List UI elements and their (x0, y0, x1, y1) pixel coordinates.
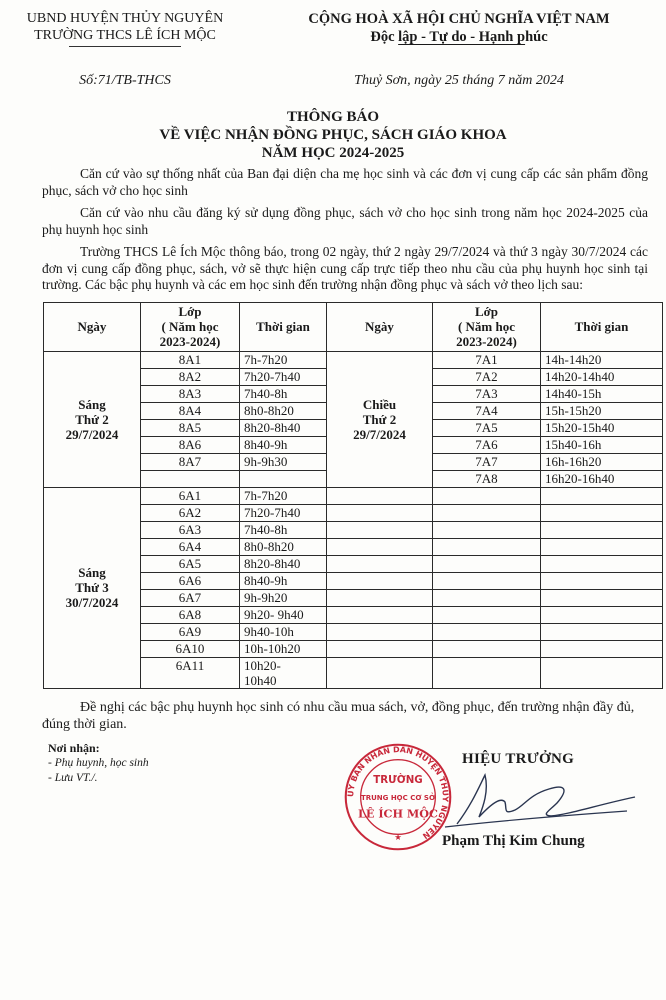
time-line: 10h40 (244, 672, 277, 688)
class-cell: 8A6 (141, 436, 240, 453)
class-cell: 7A5 (433, 419, 541, 436)
header-day-2: Ngày (327, 302, 433, 351)
time-line: 10h20- (244, 657, 281, 673)
header-class-line: Lớp (474, 304, 499, 319)
header-class-line: 2023-2024) (456, 334, 517, 349)
paragraph-3-text: Trường THCS Lê Ích Mộc thông báo, trong 02 ngày, thứ 2 ngày 29/7/2024 và thứ 3 ngày 30/7/2024 các đơn vị cung cấp đồng phục, sách, vở sẽ thực hiện cung cấp trực tiếp theo nhu cầu của phụ huynh học sinh tại trường. Các bậc phụ huynh và các em học sinh đến trường nhận đồng phục và sách vở theo lịch sau: (42, 244, 648, 292)
header-day: Ngày (44, 302, 141, 351)
day-label-line: 30/7/2024 (65, 595, 119, 610)
closing-text: Đề nghị các bậc phụ huynh học sinh có nhu cầu mua sách, vở, đồng phục, đến trường nhận đầy đủ, đúng thời gian. (42, 699, 635, 732)
class-cell: 6A1 (141, 487, 240, 504)
class-cell: 8A7 (141, 453, 240, 470)
agency-school: TRƯỜNG THCS LÊ ÍCH MỘC (34, 28, 216, 43)
header-class-line: 2023-2024) (159, 334, 221, 349)
empty-cell (433, 538, 541, 555)
class-cell: 7A7 (433, 453, 541, 470)
empty-cell (541, 589, 663, 606)
header-class-line: ( Năm học (161, 319, 219, 334)
title-line2: VỀ VIỆC NHẬN ĐỒNG PHỤC, SÁCH GIÁO KHOA (159, 127, 507, 143)
empty-cell (327, 538, 433, 555)
day-label-line: Thứ 3 (75, 580, 109, 595)
time-cell: 7h-7h20 (240, 487, 327, 504)
empty-cell (541, 521, 663, 538)
header-time-2: Thời gian (541, 302, 663, 351)
empty-cell (433, 640, 541, 657)
class-cell: 7A2 (433, 368, 541, 385)
time-cell: 10h-10h20 (240, 640, 327, 657)
empty-cell (433, 504, 541, 521)
day-cell-morning-mon (44, 351, 141, 487)
motto-prefix: Độc (370, 29, 399, 45)
issuing-agency (0, 10, 250, 47)
recipient-item: - Phụ huynh, học sinh (48, 756, 149, 769)
title-line1: THÔNG BÁO (286, 109, 380, 125)
time-cell: 14h20-14h40 (541, 368, 663, 385)
recipients-label: Nơi nhận: (48, 740, 100, 755)
time-cell: 8h20-8h40 (240, 555, 327, 572)
empty-cell (327, 623, 433, 640)
stamp-star-icon: ★ (394, 832, 402, 842)
signature-block (42, 741, 648, 861)
empty-cell (327, 657, 433, 688)
document-number: Số:71/TB-THCS (79, 73, 171, 88)
empty-cell (327, 521, 433, 538)
time-cell: 14h40-15h (541, 385, 663, 402)
time-cell: 7h40-8h (240, 521, 327, 538)
agency-underline (69, 46, 181, 47)
empty-cell (327, 572, 433, 589)
day-label-line: Chiều (362, 396, 397, 412)
class-cell: 8A4 (141, 402, 240, 419)
class-cell: 6A3 (141, 521, 240, 538)
stamp-line1: TRƯỜNG (373, 773, 423, 786)
time-cell: 16h20-16h40 (541, 470, 663, 487)
header-class-line: Lớp (178, 304, 202, 319)
empty-cell (541, 487, 663, 504)
time-cell: 8h0-8h20 (240, 538, 327, 555)
class-cell: 8A5 (141, 419, 240, 436)
time-cell: 14h-14h20 (541, 351, 663, 368)
time-cell: 8h0-8h20 (240, 402, 327, 419)
empty-cell (433, 572, 541, 589)
header-class (141, 302, 240, 351)
time-cell (240, 470, 327, 487)
day-label-line: Thứ 2 (362, 411, 397, 427)
header-time: Thời gian (240, 302, 327, 351)
signer-title: HIỆU TRƯỞNG (462, 750, 575, 767)
agency-district: UBND HUYỆN THỦY NGUYÊN (26, 11, 224, 26)
class-cell: 7A3 (433, 385, 541, 402)
empty-cell (433, 555, 541, 572)
class-cell: 6A5 (141, 555, 240, 572)
empty-cell (327, 606, 433, 623)
class-cell: 6A10 (141, 640, 240, 657)
time-cell: 15h20-15h40 (541, 419, 663, 436)
class-cell: 8A1 (141, 351, 240, 368)
class-cell: 6A4 (141, 538, 240, 555)
time-cell: 8h40-9h (240, 436, 327, 453)
nation-name: CỘNG HOÀ XÃ HỘI CHỦ NGHĨA VIỆT NAM (308, 11, 610, 27)
empty-cell (327, 504, 433, 521)
stamp-line2: TRUNG HỌC CƠ SỞ (360, 793, 436, 802)
header-class-2 (433, 302, 541, 351)
day-label-line: Thứ 2 (75, 411, 109, 427)
empty-cell (541, 504, 663, 521)
header-class-line: ( Năm học (457, 319, 516, 334)
time-cell: 7h40-8h (240, 385, 327, 402)
day-cell-morning-tue (44, 487, 141, 688)
class-cell: 6A6 (141, 572, 240, 589)
class-cell: 8A2 (141, 368, 240, 385)
class-cell: 6A11 (141, 657, 240, 688)
time-cell: 7h20-7h40 (240, 504, 327, 521)
time-cell: 7h-7h20 (240, 351, 327, 368)
national-header (252, 10, 666, 46)
time-cell: 7h20-7h40 (240, 368, 327, 385)
table-row (44, 351, 663, 368)
time-cell (240, 657, 327, 688)
day-label-line: Sáng (78, 396, 106, 412)
class-cell: 7A1 (433, 351, 541, 368)
empty-cell (541, 555, 663, 572)
document-title (0, 108, 666, 162)
schedule-table (43, 302, 663, 689)
table-header-row (44, 302, 663, 351)
signature-icon (437, 769, 637, 829)
empty-cell (541, 572, 663, 589)
day-label-line: Sáng (78, 565, 106, 580)
empty-cell (327, 640, 433, 657)
empty-cell (433, 657, 541, 688)
empty-cell (433, 487, 541, 504)
empty-cell (327, 589, 433, 606)
time-cell: 15h-15h20 (541, 402, 663, 419)
empty-cell (433, 589, 541, 606)
time-cell: 15h40-16h (541, 436, 663, 453)
title-line3: NĂM HỌC 2024-2025 (261, 145, 405, 161)
paragraph-2 (42, 205, 648, 238)
class-cell: 6A2 (141, 504, 240, 521)
class-cell: 8A3 (141, 385, 240, 402)
stamp-ring-text: UỶ BAN NHÂN DÂN HUYỆN THỦY NGUYÊN (346, 744, 450, 841)
empty-cell (433, 521, 541, 538)
paragraph-1-text: Căn cứ vào sự thống nhất của Ban đại diện cha mẹ học sinh và các đơn vị cung cấp các sản phẩm đồng phục, sách vở cho học sinh (42, 166, 648, 198)
time-cell: 9h20- 9h40 (240, 606, 327, 623)
class-cell: 7A6 (433, 436, 541, 453)
recipients (48, 741, 149, 786)
empty-cell (541, 640, 663, 657)
paragraph-1 (42, 166, 648, 199)
table-row (44, 487, 663, 504)
class-cell: 6A8 (141, 606, 240, 623)
place-date: Thuỷ Sơn, ngày 25 tháng 7 năm 2024 (354, 73, 564, 88)
paragraph-3 (42, 244, 648, 294)
recipient-item: - Lưu VT./. (48, 771, 98, 784)
empty-cell (327, 555, 433, 572)
time-cell: 9h-9h30 (240, 453, 327, 470)
closing-paragraph (42, 699, 648, 733)
empty-cell (541, 538, 663, 555)
empty-cell (541, 606, 663, 623)
motto-underlined: lập - Tự do - Hạnh p (398, 29, 526, 45)
signer-name: Phạm Thị Kim Chung (442, 832, 585, 849)
motto-suffix: húc (525, 29, 548, 45)
paragraph-2-text: Căn cứ vào nhu cầu đăng ký sử dụng đồng phục, sách vở cho học sinh trong năm học 2024-2025 của phụ huynh học sinh (42, 205, 648, 237)
empty-cell (433, 606, 541, 623)
time-cell: 8h20-8h40 (240, 419, 327, 436)
document-body (42, 166, 648, 861)
empty-cell (541, 657, 663, 688)
time-cell: 8h40-9h (240, 572, 327, 589)
class-cell: 7A8 (433, 470, 541, 487)
day-cell-afternoon-mon (327, 351, 433, 487)
class-cell (141, 470, 240, 487)
time-cell: 16h-16h20 (541, 453, 663, 470)
class-cell: 7A4 (433, 402, 541, 419)
class-cell: 6A9 (141, 623, 240, 640)
day-label-line: 29/7/2024 (353, 426, 406, 442)
day-label-line: 29/7/2024 (65, 426, 119, 442)
national-motto (252, 28, 666, 46)
class-cell: 6A7 (141, 589, 240, 606)
empty-cell (541, 623, 663, 640)
time-cell: 9h-9h20 (240, 589, 327, 606)
empty-cell (433, 623, 541, 640)
time-cell: 9h40-10h (240, 623, 327, 640)
empty-cell (327, 487, 433, 504)
stamp-line3: LÊ ÍCH MỘC (358, 806, 438, 821)
